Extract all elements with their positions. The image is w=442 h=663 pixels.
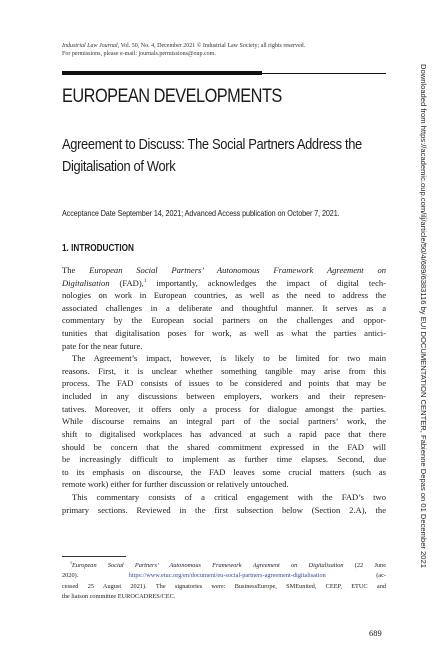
body-line: The Agreement’s impact, however, is likely to be limited for two main xyxy=(72,353,386,364)
article-title xyxy=(62,134,389,178)
section-heading: 1. INTRODUCTION xyxy=(62,243,134,254)
journal-citation-rest: Vol. 50, No. 4, December 2021 © Industrial Law Society; all rights reserved. xyxy=(119,43,306,49)
footnote-line xyxy=(62,561,386,571)
body-italic-run: European Social Partners’ Autonomous Framework Agreement on xyxy=(89,265,386,275)
acceptance-info: Acceptance Date September 14, 2021; Advanced Access publication on October 7, 2021. xyxy=(62,208,340,218)
body-line: process. The FAD consists of issues to be considered and points that may be xyxy=(62,378,386,389)
footnote-ref[interactable]: 1 xyxy=(143,278,147,284)
body-line: reasons. First, it is unclear whether something tangible may arise from this xyxy=(62,365,386,376)
section-title: EUROPEAN DEVELOPMENTS xyxy=(62,86,282,107)
body-line: be increasingly difficult to implement as further time elapses. Second, due xyxy=(62,454,386,465)
body-text-run: The xyxy=(62,265,90,275)
download-side-note: Downloaded from https://academic.oup.com/ilj/article/50/4/689/6383116 by EUI DOCUMENTATION CENTER, Fabienne Depas on 01 December 2021 xyxy=(419,64,428,568)
article-title-line: Agreement to Discuss: The Social Partners Address the xyxy=(62,136,362,153)
footnote-link[interactable]: https://www.etuc.org/en/document/eu-social-partners-agreement-digitalisation xyxy=(128,572,326,580)
header-rule-thin xyxy=(262,73,386,74)
footnote-text-run: (ac- xyxy=(325,572,386,580)
footnote-text-run: (22 June xyxy=(343,562,386,569)
journal-citation xyxy=(62,42,392,50)
article-title-line: Digitalisation of Work xyxy=(62,158,176,175)
body-line: associated challenges in a deliberate and thoughtful manner. It serves as a xyxy=(62,302,386,313)
footnote xyxy=(62,561,386,602)
footnote-line xyxy=(62,571,386,581)
body-line: commentary by the European social partners on the challenges and oppor- xyxy=(62,315,386,326)
journal-name: Industrial Law Journal, xyxy=(62,43,120,49)
body-line: should be concern that the shared commitment expressed in the FAD will xyxy=(62,441,386,452)
body-line: included in any discussions between employers, workers and their represen- xyxy=(62,391,386,402)
footnote-text-run: 2020). xyxy=(62,572,129,580)
permissions-line: For permissions, please e-mail: journals.permissions@oup.com. xyxy=(62,51,216,58)
body-line xyxy=(62,264,386,277)
body-line: This commentary consists of a critical engagement with the FAD’s two xyxy=(72,491,386,502)
body-line: shift to digitalised workplaces has advanced at such a rapid pace that there xyxy=(62,428,386,439)
footnote-italic-run: European Social Partners’ Autonomous Framework Agreement on Digitalisation xyxy=(72,562,344,569)
body-line: tunities that digitalisation poses for work, as well as what the parties antici- xyxy=(62,328,386,339)
footnote-rule xyxy=(62,556,126,557)
header-rule-thick xyxy=(62,71,262,75)
footnote-line: the liaison committee EUROCADRES/CEC. xyxy=(62,592,176,600)
body-line: tatives. Moreover, it offers only a process for dialogue amongst the parties. xyxy=(62,403,386,414)
body-line: nologies on work in European countries, as well as the need to address the xyxy=(62,290,386,301)
footnote-number: 1 xyxy=(70,560,72,565)
body-text-run: importantly, acknowledges the impact of digital tech- xyxy=(146,277,386,288)
body-text-run: (FAD), xyxy=(109,277,144,288)
page-number: 689 xyxy=(369,628,382,638)
footnote-line: cessed 25 August 2021). The signatories were: BusinessEurope, SMEunited, CEEP, ETUC and xyxy=(62,582,386,590)
body-line xyxy=(62,277,386,290)
body-text xyxy=(62,264,386,516)
body-line: While discourse remains an integral part of the social partners’ work, the xyxy=(62,416,386,427)
body-line: primary sections. Reviewed in the first subsection below (Section 2.A), the xyxy=(62,504,386,515)
body-italic-run: Digitalisation xyxy=(62,277,110,288)
body-line: remote work) either for further discussion or relatively untouched. xyxy=(62,479,289,490)
body-line: to its emphasis on discourse, the FAD leaves some crucial matters (such as xyxy=(62,466,386,477)
body-line: pate for the near future. xyxy=(62,340,143,351)
journal-meta xyxy=(62,42,392,58)
